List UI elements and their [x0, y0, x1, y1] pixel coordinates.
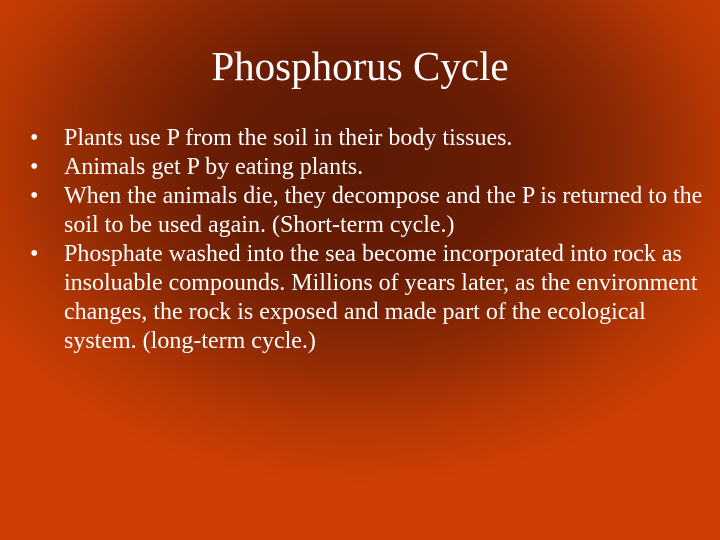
bullet-item — [0, 153, 704, 182]
bullet-item — [0, 182, 704, 240]
bullet-icon: • — [30, 183, 39, 209]
bullet-icon: • — [30, 154, 39, 180]
bullet-list — [0, 124, 720, 356]
bullet-item — [0, 240, 704, 356]
bullet-icon: • — [30, 125, 39, 151]
bullet-text: Animals get P by eating plants. — [64, 154, 364, 180]
slide-title: Phosphorus Cycle — [211, 43, 509, 89]
bullet-item — [0, 124, 704, 153]
bullet-text: Phosphate washed into the sea become incorporated into rock as insoluable compounds. Millions of years later, as the environment changes, the rock is exposed and made part of the ecological system. (long-term cycle.) — [64, 241, 698, 354]
bullet-text: Plants use P from the soil in their body tissues. — [64, 125, 513, 151]
bullet-text: When the animals die, they decompose and the P is returned to the soil to be used again. (Short-term cycle.) — [64, 183, 703, 238]
bullet-icon: • — [30, 241, 39, 267]
